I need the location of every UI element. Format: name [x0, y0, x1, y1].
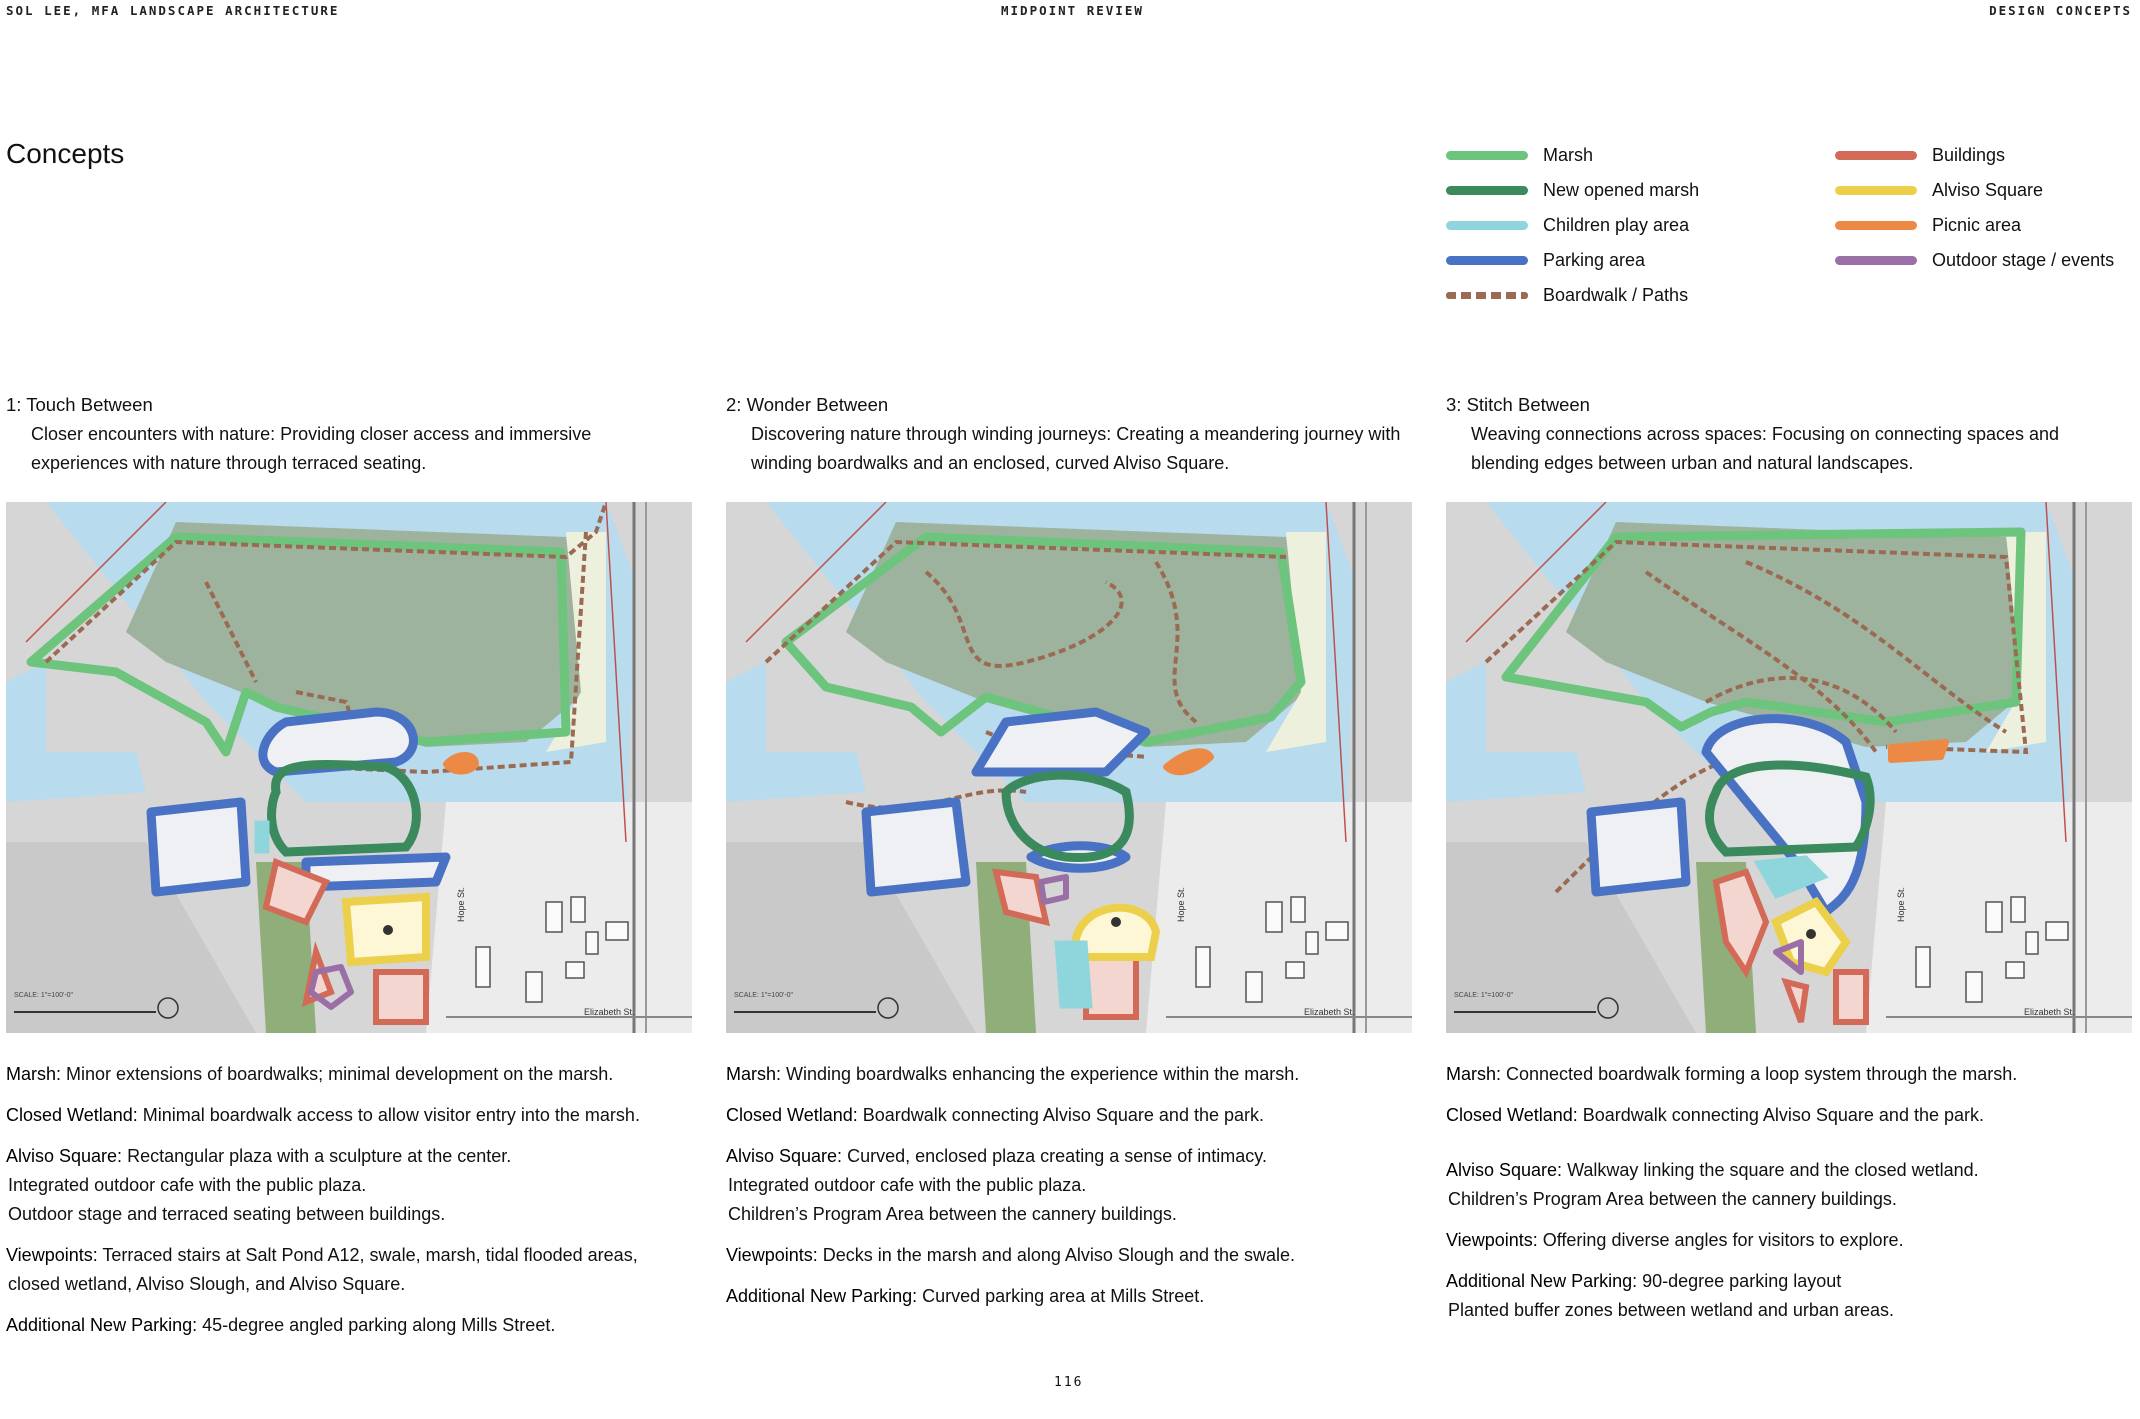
note-text: Integrated outdoor cafe with the public plaza.: [8, 1175, 367, 1195]
concept-title: 3: Stitch Between: [1446, 394, 1590, 415]
page-number: 116: [1054, 1375, 1084, 1390]
concept-column-2: [726, 392, 1412, 1306]
note-text: Minor extensions of boardwalks; minimal development on the marsh.: [61, 1064, 614, 1084]
note-item: [1446, 1101, 2140, 1130]
street-label: Elizabeth St.: [2024, 1007, 2075, 1017]
legend-column-right: [1835, 138, 2114, 278]
note-label: Viewpoints:: [6, 1245, 98, 1265]
note-label: Viewpoints:: [1446, 1230, 1538, 1250]
urban-building: [1306, 932, 1318, 954]
urban-building: [566, 962, 584, 978]
urban-building: [1286, 962, 1304, 978]
note-text: Walkway linking the square and the closed wetland.: [1562, 1160, 1979, 1180]
urban-building: [2046, 922, 2068, 940]
note-text: Offering diverse angles for visitors to explore.: [1537, 1230, 1904, 1250]
urban-building: [526, 972, 542, 1002]
legend-swatch: [1446, 151, 1528, 160]
legend-label: Parking area: [1543, 250, 1646, 270]
street-label: Hope St.: [1176, 886, 1186, 922]
note-text: Winding boardwalks enhancing the experience within the marsh.: [781, 1064, 1300, 1084]
note-text: Minimal boardwalk access to allow visitor entry into the marsh.: [137, 1105, 640, 1125]
legend-swatch: [1835, 186, 1917, 195]
note-item: [1446, 1060, 2140, 1089]
scale-label: SCALE: 1"=100'-0": [1454, 992, 1514, 999]
legend-item: [1446, 138, 1699, 173]
picnic-area: [1891, 742, 1946, 760]
parking-area: [1591, 802, 1686, 892]
note-text: 90-degree parking layout: [1637, 1271, 1842, 1291]
note-item: [6, 1101, 706, 1130]
urban-building: [1916, 947, 1930, 987]
parking-area: [976, 712, 1146, 772]
note-text: Outdoor stage and terraced seating between buildings.: [8, 1204, 446, 1224]
note-item: [1446, 1156, 2140, 1214]
legend-label: Alviso Square: [1932, 180, 2044, 200]
urban-building: [606, 922, 628, 940]
note-item: [1446, 1267, 2140, 1325]
legend-swatch: [1446, 256, 1528, 265]
note-label: Closed Wetland:: [6, 1105, 138, 1125]
note-item: [1446, 1226, 2140, 1255]
note-item: [6, 1241, 706, 1299]
note-item: [726, 1101, 1426, 1130]
note-label: Marsh:: [726, 1064, 782, 1084]
legend-swatch: [1446, 186, 1528, 195]
note-item: [6, 1060, 706, 1089]
urban-building: [1196, 947, 1210, 987]
header-author: SOL LEE, MFA LANDSCAPE ARCHITECTURE: [6, 3, 340, 18]
legend-item: [1446, 208, 1699, 243]
site-plan-map: [1446, 502, 2132, 1033]
note-item: [6, 1142, 706, 1229]
sculpture-icon: [1806, 929, 1816, 939]
legend-label: Outdoor stage / events: [1932, 250, 2115, 270]
note-text: 45-degree angled parking along Mills Street.: [197, 1315, 556, 1335]
note-label: Closed Wetland:: [726, 1105, 858, 1125]
legend-label: New opened marsh: [1543, 180, 1700, 200]
concept-subtitle: Closer encounters with nature: Providing closer access and immersive experiences with nature through terraced seating.: [31, 424, 592, 473]
site-plan-map: [726, 502, 1412, 1033]
note-label: Additional New Parking:: [1446, 1271, 1638, 1291]
urban-building: [546, 902, 562, 932]
note-text: Curved parking area at Mills Street.: [917, 1286, 1205, 1306]
note-label: Closed Wetland:: [1446, 1105, 1578, 1125]
legend-label: Boardwalk / Paths: [1543, 285, 1689, 305]
urban-building: [1326, 922, 1348, 940]
children-play-area: [256, 822, 268, 852]
note-label: Alviso Square:: [1446, 1160, 1563, 1180]
note-item: [726, 1241, 1426, 1270]
scale-label: SCALE: 1"=100'-0": [14, 992, 74, 999]
note-item: [726, 1282, 1426, 1311]
note-label: Alviso Square:: [6, 1146, 123, 1166]
note-label: Viewpoints:: [726, 1245, 818, 1265]
sculpture-icon: [1111, 917, 1121, 927]
note-text: Rectangular plaza with a sculpture at the center.: [122, 1146, 512, 1166]
note-text: Children’s Program Area between the cannery buildings.: [1448, 1189, 1897, 1209]
building-outline: [376, 972, 426, 1022]
street-label: Hope St.: [1896, 886, 1906, 922]
urban-building: [2026, 932, 2038, 954]
note-text: Connected boardwalk forming a loop system through the marsh.: [1501, 1064, 2018, 1084]
parking-area: [151, 802, 246, 892]
urban-building: [476, 947, 490, 987]
note-label: Additional New Parking:: [726, 1286, 918, 1306]
street-label: Hope St.: [456, 886, 466, 922]
legend-column-left: [1446, 138, 1699, 313]
note-text: Children’s Program Area between the cannery buildings.: [728, 1204, 1177, 1224]
site-plan-map: [6, 502, 692, 1033]
street-label: Elizabeth St.: [584, 1007, 635, 1017]
parking-area: [866, 802, 966, 892]
note-item: [6, 1311, 706, 1340]
note-text: Curved, enclosed plaza creating a sense of intimacy.: [842, 1146, 1267, 1166]
legend-swatch: [1835, 221, 1917, 230]
street-label: Elizabeth St.: [1304, 1007, 1355, 1017]
building-outline: [1836, 972, 1866, 1022]
legend-item: [1835, 243, 2114, 278]
header-section: MIDPOINT REVIEW: [1001, 3, 1144, 18]
legend-label: Buildings: [1932, 145, 2006, 165]
note-label: Additional New Parking:: [6, 1315, 198, 1335]
legend-swatch: [1446, 221, 1528, 230]
concept-subtitle: Weaving connections across spaces: Focusing on connecting spaces and blending edges between urban and natural landscapes.: [1471, 424, 2060, 473]
urban-building: [1986, 902, 2002, 932]
scale-label: SCALE: 1"=100'-0": [734, 992, 794, 999]
note-text: Planted buffer zones between wetland and urban areas.: [1448, 1300, 1894, 1320]
note-text: closed wetland, Alviso Slough, and Alviso Square.: [8, 1274, 406, 1294]
concept-column-1: [6, 392, 692, 1335]
concept-notes: [6, 1060, 706, 1352]
picnic-area: [446, 755, 476, 772]
note-text: Integrated outdoor cafe with the public plaza.: [728, 1175, 1087, 1195]
urban-building: [1266, 902, 1282, 932]
concept-column-3: [1446, 392, 2132, 1320]
note-text: Terraced stairs at Salt Pond A12, swale, marsh, tidal flooded areas,: [97, 1245, 638, 1265]
page-title: Concepts: [6, 138, 125, 169]
urban-building: [2006, 962, 2024, 978]
concept-subtitle: Discovering nature through winding journeys: Creating a meandering journey with winding boardwalks and an enclosed, curved Alviso Square.: [751, 424, 1401, 473]
legend-item: [1835, 208, 2114, 243]
legend-item: [1446, 243, 1699, 278]
urban-building: [1966, 972, 1982, 1002]
urban-building: [1291, 897, 1305, 922]
legend-item: [1835, 173, 2114, 208]
note-text: Boardwalk connecting Alviso Square and the park.: [1577, 1105, 1984, 1125]
building-outline: [1086, 952, 1136, 1017]
urban-building: [586, 932, 598, 954]
concept-title: 1: Touch Between: [6, 394, 153, 415]
children-play-area: [1056, 942, 1091, 1007]
legend-swatch: [1835, 151, 1917, 160]
urban-building: [571, 897, 585, 922]
note-item: [726, 1142, 1426, 1229]
legend-item: [1446, 278, 1699, 313]
note-label: Marsh:: [6, 1064, 62, 1084]
legend-item: [1446, 173, 1699, 208]
legend-swatch: [1446, 292, 1528, 299]
concept-notes: [1446, 1060, 2140, 1337]
legend-label: Picnic area: [1932, 215, 2022, 235]
legend-swatch: [1835, 256, 1917, 265]
legend-label: Children play area: [1543, 215, 1690, 235]
note-label: Alviso Square:: [726, 1146, 843, 1166]
note-text: Decks in the marsh and along Alviso Slough and the swale.: [817, 1245, 1296, 1265]
urban-building: [2011, 897, 2025, 922]
note-label: Marsh:: [1446, 1064, 1502, 1084]
urban-building: [1246, 972, 1262, 1002]
header-chapter: DESIGN CONCEPTS: [1989, 3, 2132, 18]
concept-notes: [726, 1060, 1426, 1323]
legend-item: [1835, 138, 2114, 173]
note-text: Boardwalk connecting Alviso Square and the park.: [857, 1105, 1264, 1125]
concept-title: 2: Wonder Between: [726, 394, 889, 415]
sculpture-icon: [383, 925, 393, 935]
note-item: [726, 1060, 1426, 1089]
legend-label: Marsh: [1543, 145, 1594, 165]
